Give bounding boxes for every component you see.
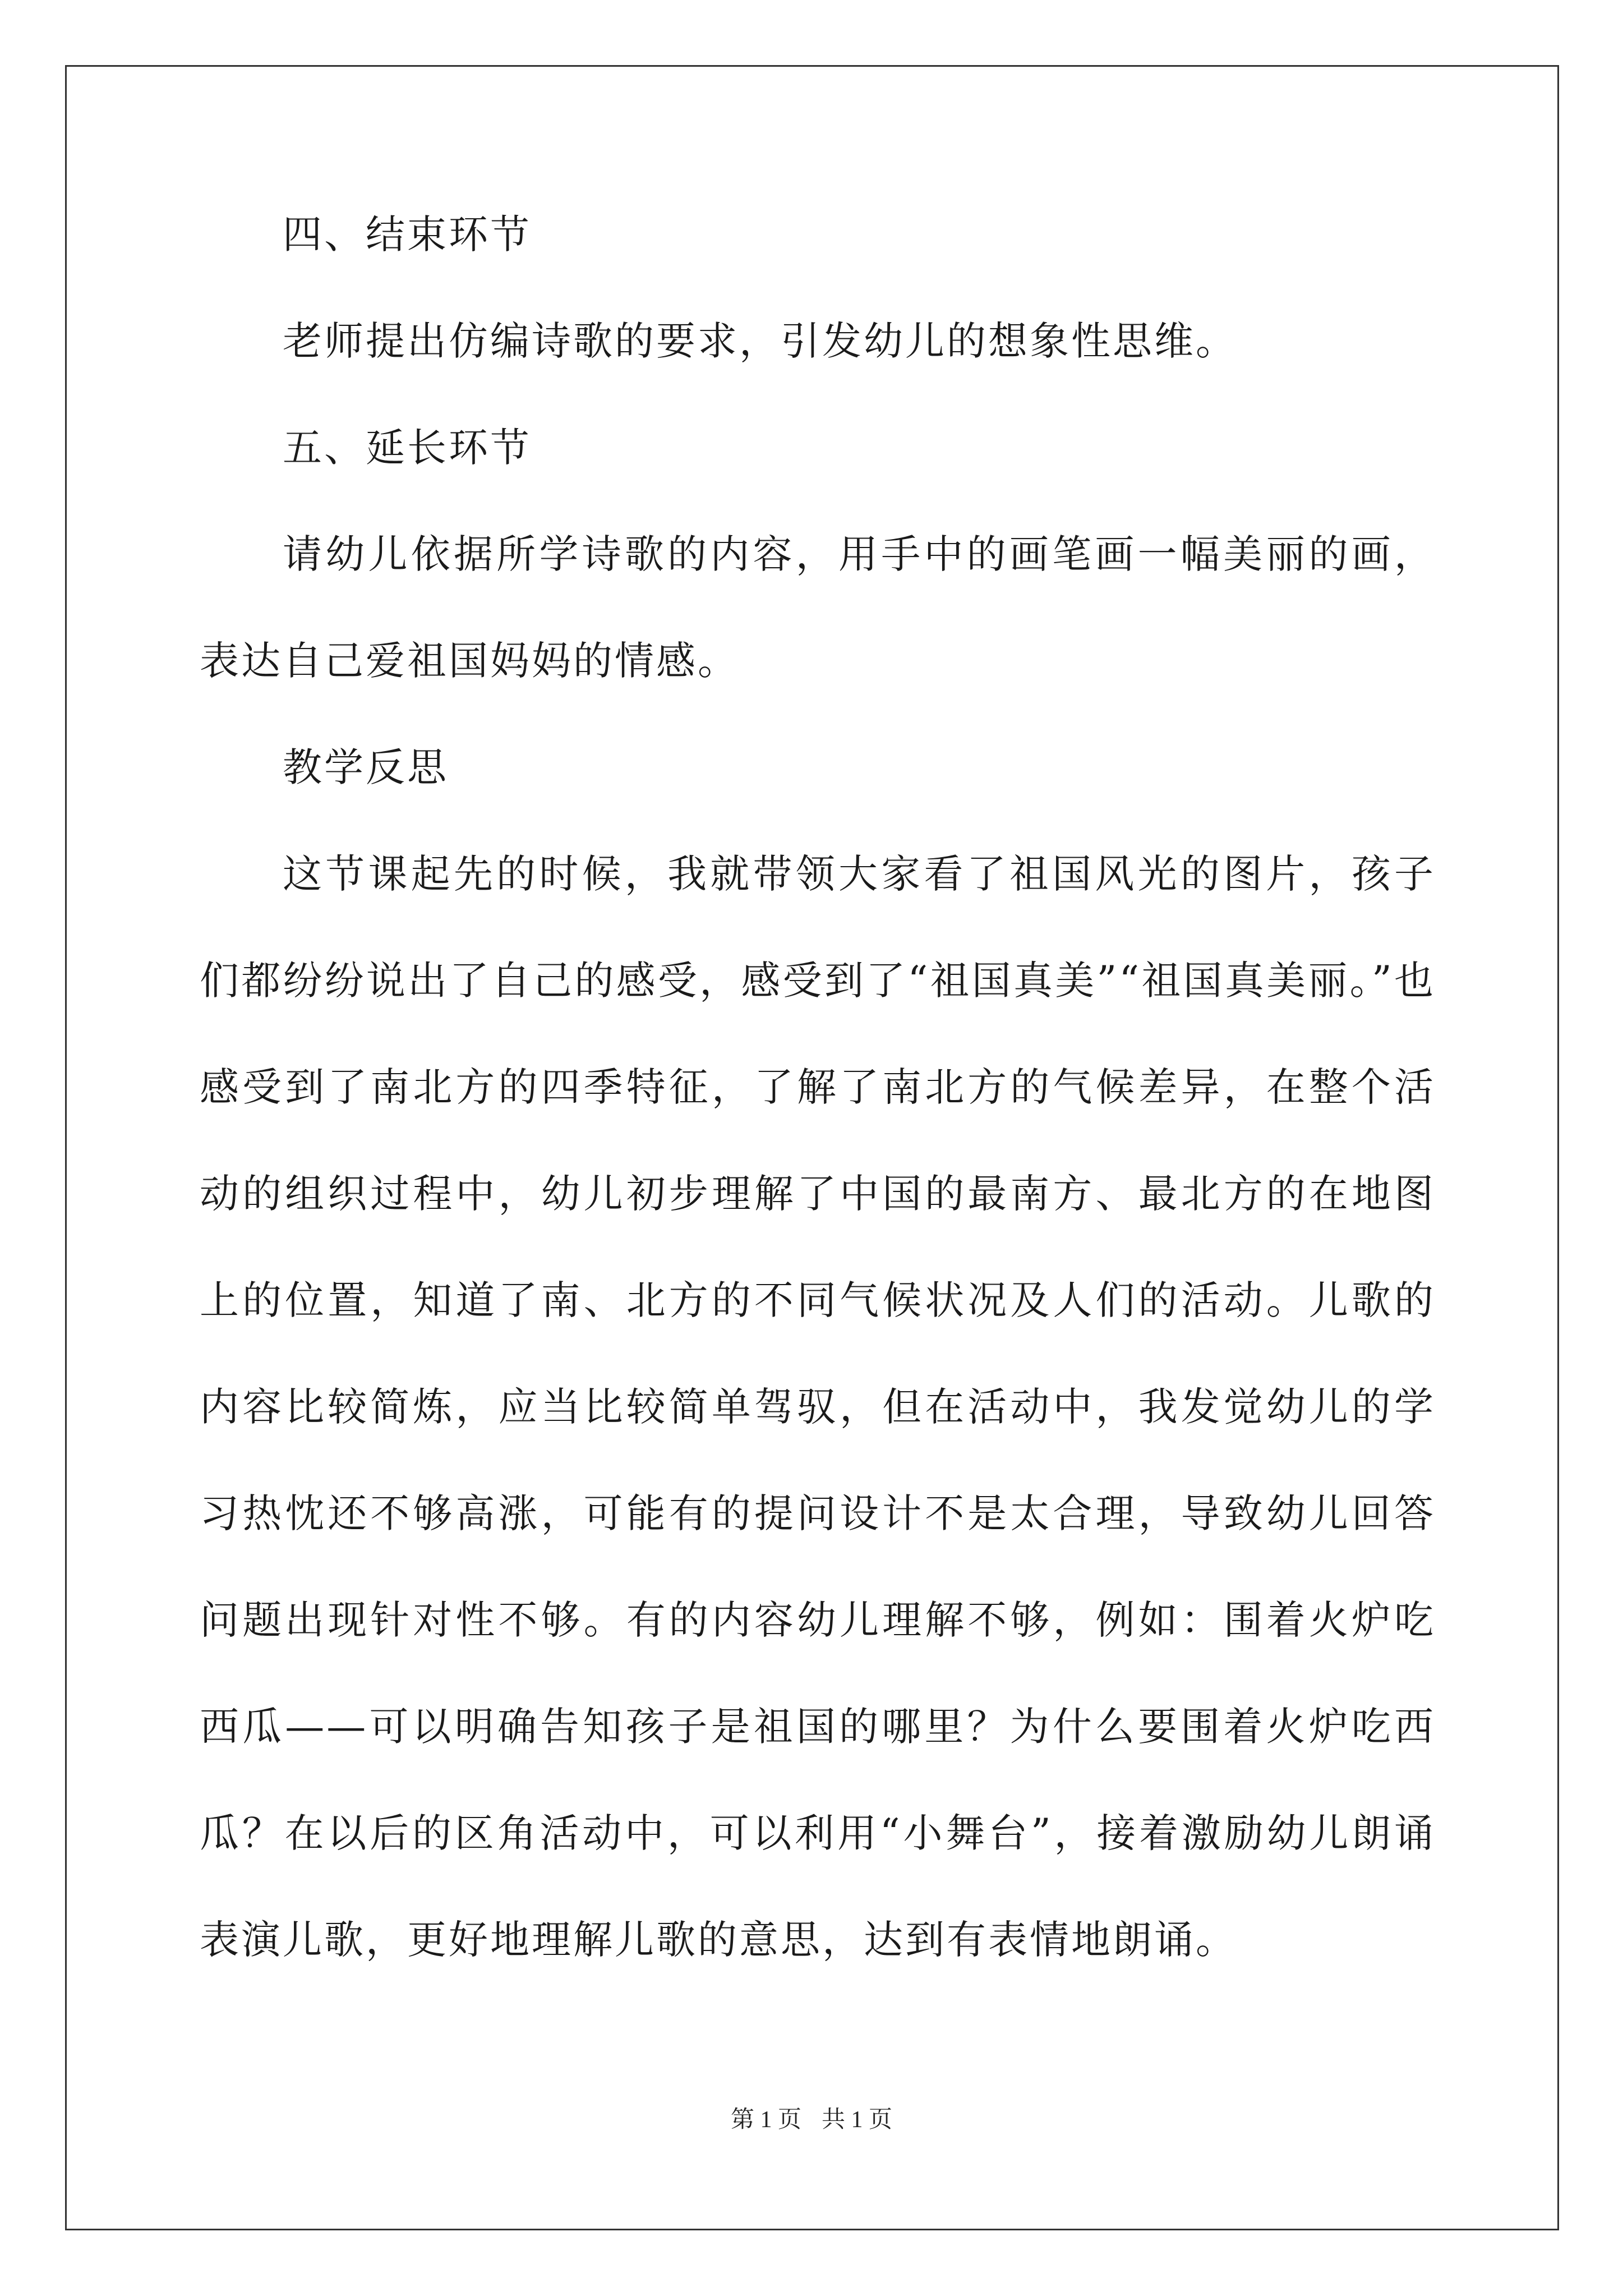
heading-extension-section: 五、延长环节 <box>283 425 532 471</box>
paragraph-reflection-text: 这节课起先的时候，我就带领大家看了祖国风光的图片，孩子们都纷纷说出了自己的感受，感受到了“祖国真美”“祖国真美丽。”也感受到了南北方的四季特征，了解了南北方的气候差异，在整个活动的组织过程中，幼儿初步理解了中国的最南方、最北方的在地图上的位置，知道了南、北方的不同气候状况及人们的活动。儿歌的内容比较简炼，应当比较简单驾驭，但在活动中，我发觉幼儿的学习热忱还不够高涨，可能有的提问设计不是太合理，导致幼儿回答问题出现针对性不够。有的内容幼儿理解不够，例如：围着火炉吃西瓜——可以明确告知孩子是祖国的哪里？为什么要围着火炉吃西瓜？在以后的区角活动中，可以利用“小舞台”，接着激励幼儿朗诵表演儿歌，更好地理解儿歌的意思，达到有表情地朗诵。 <box>200 851 1436 1963</box>
heading-closing-section: 四、结束环节 <box>283 211 532 257</box>
document-body <box>200 208 1436 1993</box>
heading-teaching-reflection: 教学反思 <box>283 744 449 790</box>
paragraph-extension-text: 请幼儿依据所学诗歌的内容，用手中的画笔画一幅美丽的画，表达自己爱祖国妈妈的情感。 <box>200 531 1436 684</box>
page-total: 共 1 页 <box>822 2107 893 2133</box>
page-number: 第 1 页 <box>730 2107 801 2133</box>
page-footer <box>0 2101 1623 2134</box>
paragraph-closing-text: 老师提出仿编诗歌的要求，引发幼儿的想象性思维。 <box>283 318 1237 364</box>
